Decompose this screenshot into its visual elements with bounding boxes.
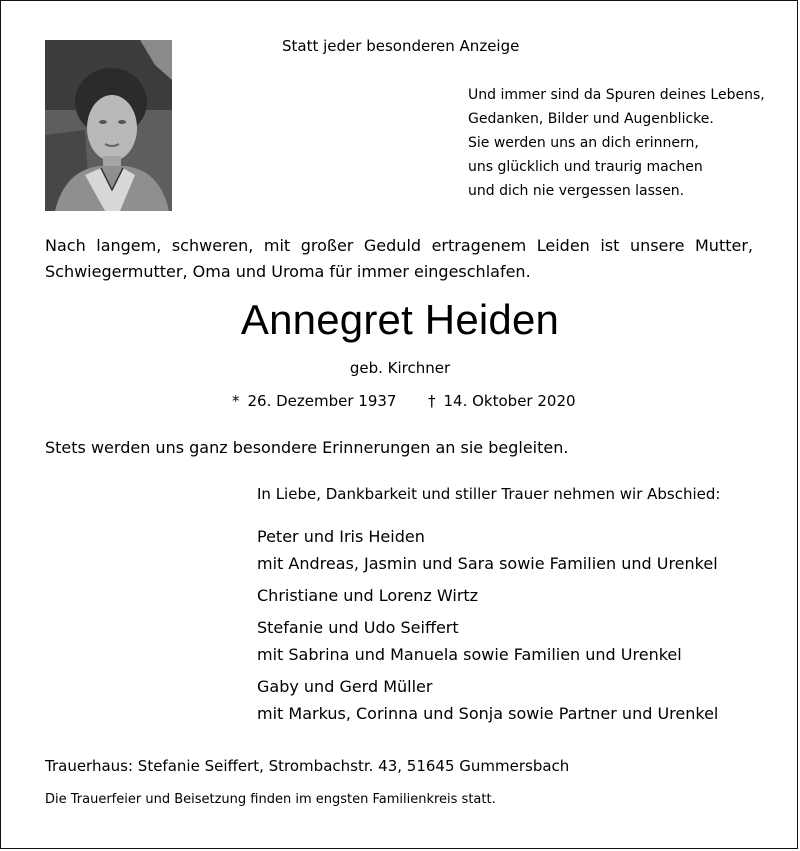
poem-line: Sie werden uns an dich erinnern,: [468, 135, 699, 151]
maiden-name: geb. Kirchner: [349, 359, 451, 377]
family-with: mit Markus, Corinna und Sonja sowie Partner und Urenkel: [257, 704, 719, 723]
farewell-line: In Liebe, Dankbarkeit und stiller Trauer nehmen wir Abschied:: [257, 485, 721, 503]
header-notice: Statt jeder besonderen Anzeige: [282, 37, 520, 55]
birth-date-text: 26. Dezember 1937: [247, 392, 397, 410]
family-group: [257, 673, 718, 727]
family-names: Christiane und Lorenz Wirtz: [257, 586, 479, 605]
death-date-text: 14. Oktober 2020: [443, 392, 576, 410]
portrait-photo: [45, 40, 172, 211]
family-with: mit Andreas, Jasmin und Sara sowie Familien und Urenkel: [257, 554, 718, 573]
intro-text: Nach langem, schweren, mit großer Geduld ertragenem Leiden ist unsere Mutter, Schwiegermutter, Oma und Uroma für immer eingeschlafen.: [45, 236, 753, 281]
memory-line: Stets werden uns ganz besondere Erinnerungen an sie begleiten.: [45, 438, 569, 457]
funeral-note: Die Trauerfeier und Beisetzung finden im engsten Familienkreis statt.: [45, 792, 496, 807]
birth-star-icon: *: [232, 392, 240, 410]
family-list: [257, 523, 718, 732]
family-group: [257, 614, 718, 668]
poem-line: und dich nie vergessen lassen.: [468, 183, 685, 199]
family-names: Peter und Iris Heiden: [257, 527, 425, 546]
family-with: mit Sabrina und Manuela sowie Familien und Urenkel: [257, 645, 682, 664]
poem-line: Und immer sind da Spuren deines Lebens,: [468, 87, 765, 103]
death-cross-icon: †: [428, 392, 436, 410]
deceased-name: Annegret Heiden: [240, 296, 560, 343]
poem: [468, 83, 765, 203]
family-names: Gaby und Gerd Müller: [257, 677, 433, 696]
death-date: [428, 392, 576, 410]
family-names: Stefanie und Udo Seiffert: [257, 618, 459, 637]
poem-line: Gedanken, Bilder und Augenblicke.: [468, 111, 714, 127]
poem-line: uns glücklich und traurig machen: [468, 159, 703, 175]
trauerhaus-address: Trauerhaus: Stefanie Seiffert, Strombachstr. 43, 51645 Gummersbach: [45, 757, 570, 775]
family-group: [257, 582, 718, 609]
family-group: [257, 523, 718, 577]
birth-date: [232, 392, 396, 410]
